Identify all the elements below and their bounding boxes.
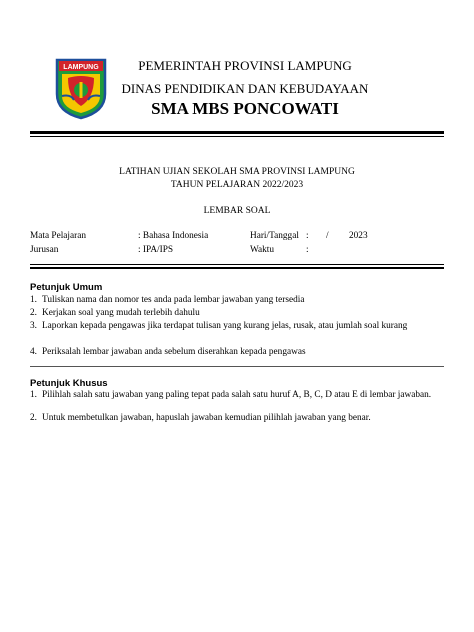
date-label: Hari/Tanggal [250,231,299,241]
header-rule-thin [30,136,444,137]
list-text: Kerjakan soal yang mudah terlebih dahulu [42,308,200,318]
major-label: Jurusan [30,245,59,255]
subject-label: Mata Pelajaran [30,231,87,241]
list-number: 1. [30,295,37,305]
subject-value: : Bahasa Indonesia [138,231,209,241]
list-text: Periksalah lembar jawaban anda sebelum diserahkan kepada pengawas [42,347,306,357]
header-department: DINAS PENDIDIKAN DAN KEBUDAYAAN [121,81,369,96]
exam-year: TAHUN PELAJARAN 2022/2023 [170,180,304,190]
header-government: PEMERINTAH PROVINSI LAMPUNG [138,58,352,73]
list-number: 1. [30,390,37,400]
list-text: Untuk membetulkan jawaban, hapuslah jawaban kemudian pilihlah jawaban yang benar. [42,413,371,423]
list-item [30,295,444,307]
list-item [30,321,444,345]
list-item [30,308,444,320]
general-instructions-heading: Petunjuk Umum [30,282,103,293]
major-value: : IPA/IPS [138,245,174,255]
list-number: 2. [30,413,37,423]
exam-title: LATIHAN UJIAN SEKOLAH SMA PROVINSI LAMPUNG [119,167,355,177]
info-rule-bottom [30,267,444,269]
time-label: Waktu [250,245,275,255]
lampung-emblem-icon [54,54,108,120]
list-number: 2. [30,308,37,318]
section-divider [30,366,444,367]
list-text: Laporkan kepada pengawas jika terdapat tulisan yang kurang jelas, rusak, atau jumlah soal kurang [42,321,408,331]
time-colon: : [306,245,309,255]
header-school-name: SMA MBS PONCOWATI [151,99,339,118]
list-item [30,413,444,425]
list-number: 4. [30,347,37,357]
info-rule-top [30,264,444,265]
list-item [30,390,444,414]
date-slash: / [326,231,329,241]
logo-text: LAMPUNG [63,64,99,71]
list-number: 3. [30,321,37,331]
date-colon: : [306,231,309,241]
list-text: Pilihlah salah satu jawaban yang paling tepat pada salah satu huruf A, B, C, D atau E di lembar jawaban. [42,390,432,400]
sheet-title: LEMBAR SOAL [203,206,271,216]
header-rule-thick [30,131,444,134]
date-year: 2023 [349,231,368,241]
list-item [30,347,444,359]
province-logo [54,54,108,120]
list-text: Tuliskan nama dan nomor tes anda pada lembar jawaban yang tersedia [42,295,305,305]
specific-instructions-heading: Petunjuk Khusus [30,378,108,389]
